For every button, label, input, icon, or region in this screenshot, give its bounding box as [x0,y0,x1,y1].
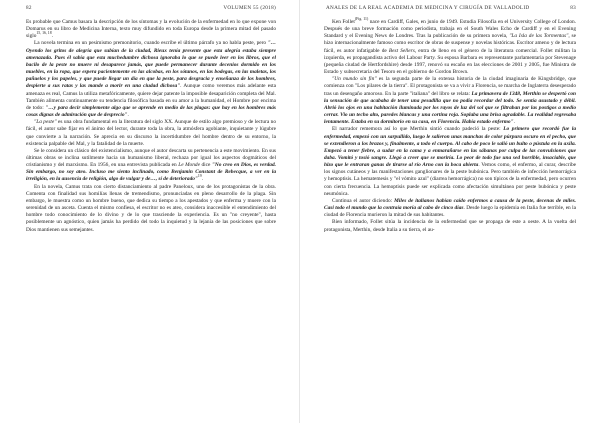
text-run: En la novela, Camus trata con cierto distanciamiento al padre Paneloux, uno de los protagonistas de la obra. Comenta con finalidad sus homilías llenas de tremendismo, pronunciadas en pleno desarrollo de la plaga. Sin embargo, le muestra como un hombre bueno, que dedica su tiempo a los apestados y que enferma y muere con la serenidad de un asceta. Cuenta el mismo confiesa, el escritor no es ateo, considera inaccesible el entendimiento del hombre todo conocimiento de lo divino y de lo que trasciende la experiencia. Es un "no creyente", hasta posiblemente un agnóstico, quien jamás ha perdido del todo la inquietud y la lejanía de las posiciones que sobre Dios mantienen sus semejantes. [26,183,276,233]
italic-title: Best Sellers [388,47,415,54]
quoted-passage: "…y para decir simplemente algo que se aprende en medio de las plagas: que hay en los hombres más cosas dignas de admiración que de desprecio" [26,104,276,119]
paragraph [324,219,576,233]
text-run: Bien informado, Follet sitúa la incidencia de la enfermedad que se propaga de este a oeste. A la vuelta del protagonista, Merthin, desde Italia a su tierra, el au- [324,219,576,233]
text-run: es la segunda parte de la extensa historia de la ciudad imaginaria de Kingsbridge, que comienza con "Los pilares de la tierra". El protagonista se va a vivir a Florencia, se marcha de Inglaterra desesperado tras un desengaño amoroso. En la parte "italiana" del libro se relata: [324,76,576,97]
text-run: , se hizo internacionalmente famoso como escritor de obras de suspense y novelas históricas. Escritor ameno y de lectura fácil, es autor infatigable de [324,33,576,54]
text-run: . [513,119,515,126]
citation-superscript: 19 [197,174,202,179]
paragraph [324,76,576,126]
text-run: La novela termina en un pesimismo premonitorio, cuando escribe el último párrafo ya no habla peste, pero [34,40,268,47]
left-page-number: 82 [26,5,32,11]
paragraph [26,19,276,40]
paragraph [26,119,276,148]
italic-title: "La Isla de las Tormentas" [509,33,569,40]
text-run: . [127,112,129,119]
text-run: Continua el autor diciendo: [332,197,395,204]
italic-title: "La peste" [34,119,57,126]
paragraph [26,148,276,184]
quoted-passage: "…Oyendo los gritos de alegría que subían de la ciudad, Rieux tenía presente que esta alegría estaba siempre amenazada. Pues él sabía que esta muchedumbre dichosa ignoraba lo que se puede leer en los libros, que el bacilo de la peste no muere ni desaparece jamás, que puede permanecer durante decenios dormido en los muebles, en la ropa, que espera pacientemente en las alcobas, en los sótanos, en las bodegas, en las maletas, los pañuelos y los papeles, y que puede llegar un día en que la peste, para desgracia y enseñanza de los hombres, despierte a sus ratas y las mande a morir en una ciudad dichosa" [26,40,276,90]
text-run: es una obra fundamental en la literatura del siglo XX. Aunque de estilo algo premioso y de lectura no fácil, el autor sabe fijar en el ánimo del lector, durante toda la obra, la atmósfera agobiante, inquietante y lúgubre que convierte a la narración. Se aprecia en su discurso la incertidumbre del hombre dentro de su entorno, la existencia palpable del Mal, y la fatalidad de la muerte. [26,119,277,147]
left-page-body [26,19,276,234]
paragraph [324,126,576,198]
text-run: . [201,176,204,183]
text-run: El narrador rememora así lo que Merthin sintió cuando padeció la peste: [332,126,504,133]
text-run: Ken Follet [332,19,355,25]
quoted-passage: "No creo en Dios, es verdad. Sin embargo, no soy ateo. Incluso me siento inclinado, como Benjamin Constant de Rebecque, a ver en la irreligión, en la ausencia de religión, algo de vulgar y de…, sí de deteriorado" [26,162,276,183]
paragraph [324,19,576,76]
text-run: Es probable que Camus basara la descripción de los síntomas y la evolución de la enfermedad en lo que expone von Domarus en su libro de Medicina Interna, texto muy difundido en toda Europa desde la primera mitad del pasado siglo [26,19,276,40]
text-run: nace en Cardiff, Gales, en junio de 1949. Estudia Filosofía en el University College of London. Después de una breve formación como periodista, trabaja en el South Wales Echo de Cardiff y en el Evening Standard y el Evening News de Londres. Tras la publicación de su primera novela, [324,19,576,40]
citation-superscript: 15, 16, 18 [36,31,52,36]
text-run: . [51,33,53,40]
right-running-head: ANALES DE LA REAL ACADEMIA DE MEDICINA Y CIRUGÍA DE VALLADOLID [326,5,530,11]
quoted-passage: La primavera de 1348, Merthin se despertó con la sensación de que acababa de tener una pesadilla que no podía recordar del todo. Se sentía asustado y débil. Abrió los ojos en una habitación iluminada por los rayos de luz del sol que se filtraban por las postigos a medio cerrar. Vio un techo alto, paredes blancas y una cortina roja. Soplaba una brisa agradable. La realidad regresaba lentamente. Estaba en su dormitorio en su casa, en Florencia. Había estado enfermo" [324,90,576,126]
italic-title: Le Monde [178,162,200,169]
text-run: . Desde luego la epidemia en Italia fue terrible, en la ciudad de Florencia murieron la mitad de sus habitantes. [324,205,576,219]
right-page-header [326,5,576,15]
text-run: , entra de lleno en el género de la literatura comercial. Follet militan la izquierda, es propagandista activo del Labour Party. Su esposa Barbara es representante parlamentaria por Stevenage (pequeña ciudad de Hertfordshire) desde 1997, renovó su escaño en las elecciones de 2001 y 2005, fue Ministra de Estado y subsecretaria del Tesoro en el gobierno de Gordon Brown. [324,47,576,76]
quoted-passage: Lo primero que recordó fue la enfermedad, empezó con un sarpullido, luego le salieron unas manchas de color púrpura oscuro en el pecho, que se extendieron a los brazos y, finalmente, a todo el cuerpo. Al cabo de poco le salió un bulto o pústula en la axila. Empezó a tener fiebre, a sudar en la cama y a enmarañarse en las sábanas por culpa de las convulsiones que daba. Vomitó y tosió sangre. Llegó a creer que se moriría. Lo peor de todo fue una sed horrible, insaciable, que hizo que le entraran ganas de tirarse al río Arno con la boca abierta [324,126,576,169]
right-page-body [324,19,576,234]
text-run: Se le considera un clásico del existencialismo, aunque el autor descarta su pertenencia a este movimiento. En sus últimas obras se inclina sutilmente hacia un humanismo liberal, rechaza por igual los aspectos dogmáticos del cristianismo y del marxismo. En 1956, en una entrevista publicada en [26,147,276,169]
paragraph [324,198,576,219]
left-page-header [26,5,276,15]
right-page-number: 83 [570,5,576,11]
paragraph [26,40,276,119]
citation-superscript: (Fig. 11) [354,17,369,22]
text-run: . Aunque como veremos más adelante esta amenaza es real, Camus la utiliza metafóricamente, quiere dejar patente la imposible desaparición completa del Mal. También alimenta continuamente su tendencia filosófica basada en su amor a la humanidad, el Hombre por encima de todo: [26,83,276,111]
text-run: dice [199,162,212,169]
paragraph [26,184,276,234]
italic-title: "Un mundo sin fin" [332,76,377,83]
quoted-passage: Miles de italianos habían caído enfermos a causa de la peste, decenas de miles. Casi todo el mundo que la contraía moría al cabo de cinco días [324,197,576,212]
right-page [300,0,600,423]
text-run: . Vemos como, el enfermo, al curar, describe los signos cutáneos y las manifestaciones ganglionares de la peste bubónica. Pero también de infección hemorrágica y hemoptisis. La hematemesis y "el vómito azul" (diarrea hemorrágica) no son típicos de la enfermedad, pero ocurren con cierta frecuencia. La hemoptisis puede ser explicada como afectación simultánea por peste bubónica y peste neumónica. [324,162,576,197]
left-running-head: VOLUMEN 55 (2018) [223,5,276,11]
